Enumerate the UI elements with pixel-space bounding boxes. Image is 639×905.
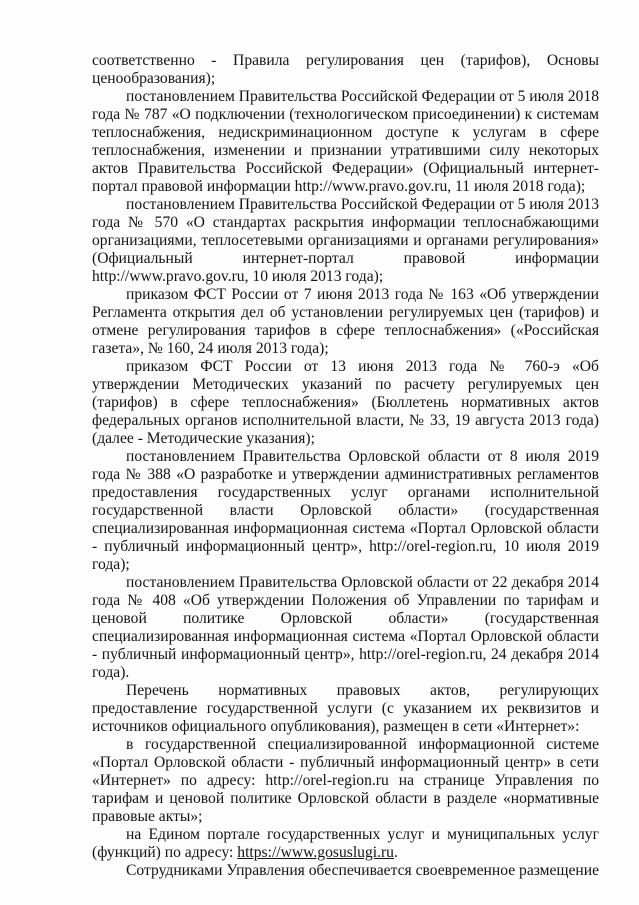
- paragraph-staff-placement: Сотрудниками Управления обеспечивается своевременное размещение: [126, 862, 600, 879]
- paragraph-order-760e: приказом ФСТ России от 13 июня 2013 года № 760-э «Об утверждении Методических указаний по расчету регулируемых цен (тарифов) в сфере теплоснабжения» (Бюллетень нормативных актов федеральных органов исполнительной власти, № 33, 19 августа 2013 года) (далее - Методические указания);: [92, 358, 599, 447]
- paragraph-gosuslugi: [92, 826, 599, 862]
- paragraph-order-163: приказом ФСТ России от 7 июня 2013 года № 163 «Об утверждении Регламента открытия дел об установлении регулируемых цен (тарифов) и отмене регулирования тарифов в сфере теплоснабжения» («Российская газета», № 160, 24 июля 2013 года);: [92, 286, 599, 357]
- paragraph-acts-list: Перечень нормативных правовых актов, регулирующих предоставление государственной услуги (с указанием их реквизитов и источников официального опубликования), размещен в сети «Интернет»:: [92, 682, 599, 735]
- paragraph-regional-portal: в государственной специализированной информационной системе «Портал Орловской области - публичный информационный центр» в сети «Интернет» по адресу: http://orel-region.ru на странице Управления по тарифам и ценовой политике Орловской области в разделе «нормативные правовые акты»;: [92, 736, 599, 825]
- paragraph-regional-decree-388: постановлением Правительства Орловской области от 8 июля 2019 года № 388 «О разработке и утверждении административных регламентов предоставления государственных услуг органами исполнительной государственной власти Орловской области» (государственная специализированная информационная система «Портал Орловской области - публичный информационный центр», http://orel-region.ru, 10 июля 2019 года);: [92, 448, 599, 573]
- gosuslugi-text: на Едином портале государственных услуг и муниципальных услуг (функций) по адресу:: [92, 826, 599, 861]
- paragraph-pricing-rules: соответственно - Правила регулирования цен (тарифов), Основы ценообразования);: [92, 52, 599, 87]
- gosuslugi-period: .: [393, 844, 398, 861]
- paragraph-decree-570: постановлением Правительства Российской Федерации от 5 июля 2013 года № 570 «О стандартах раскрытия информации теплоснабжающими организациями, теплосетевыми организациями и органами регулирования» (Официальный интернет-портал правовой информации http://www.pravo.gov.ru, 10 июля 2013 года);: [92, 196, 599, 285]
- paragraph-regional-decree-408: постановлением Правительства Орловской области от 22 декабря 2014 года № 408 «Об утверждении Положения об Управлении по тарифам и ценовой политике Орловской области» (государственная специализированная информационная система «Портал Орловской области - публичный информационный центр», http://orel-region.ru, 24 декабря 2014 года).: [92, 574, 599, 681]
- gosuslugi-link[interactable]: https://www.gosuslugi.ru: [237, 844, 394, 861]
- paragraph-decree-787: постановлением Правительства Российской Федерации от 5 июля 2018 года № 787 «О подключении (технологическом присоединении) к системам теплоснабжения, недискриминационном доступе к услугам в сфере теплоснабжения, изменении и признании утратившими силу некоторых актов Правительства Российской Федерации» (Официальный интернет-портал правовой информации http://www.pravo.gov.ru, 11 июля 2018 года);: [92, 88, 599, 195]
